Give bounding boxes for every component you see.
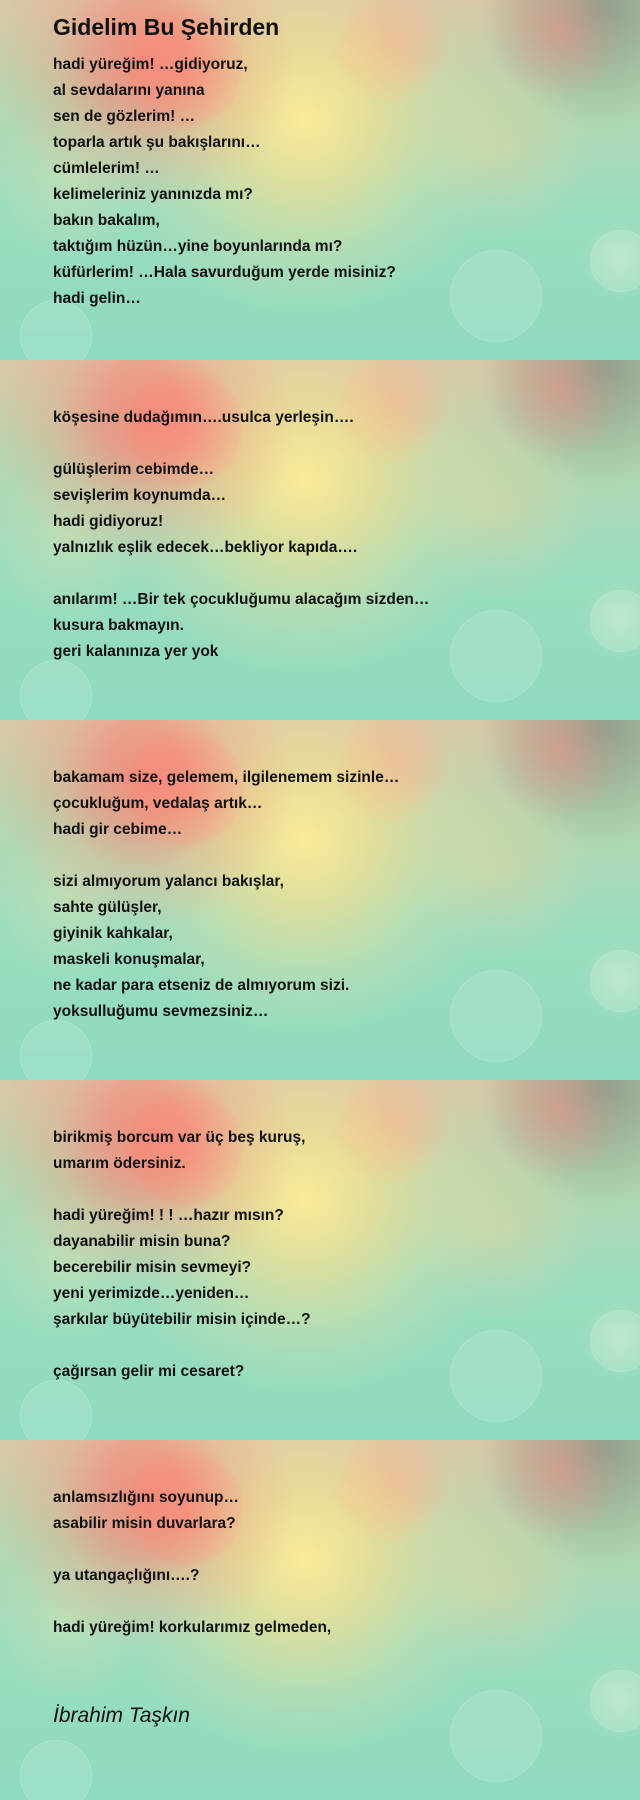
poem-panel-1 — [0, 0, 640, 360]
bokeh-decoration — [450, 250, 542, 342]
poem-stanza-2: köşesine dudağımın….usulca yerleşin…. gülüşlerim cebimde… sevişlerim koynumda… hadi gidiyoruz! yalnızlık eşlik edecek…bekliyor kapıda…. anılarım! …Bir tek çocukluğumu alacağım sizden… kusura bakmayın. geri kalanınıza yer yok — [53, 409, 430, 660]
bokeh-decoration — [590, 590, 640, 652]
poem-stanza-1: hadi yüreğim! …gidiyoruz, al sevdalarını yanına sen de gözlerim! … toparla artık şu bakışlarını… cümlelerim! … kelimeleriniz yanınızda mı? bakın bakalım, taktığım hüzün…yine boyunlarında mı? küfürlerim! …Hala savurduğum yerde misiniz? hadi gelin… — [53, 56, 396, 307]
bokeh-decoration — [450, 970, 542, 1062]
bokeh-decoration — [590, 1670, 640, 1732]
poem-stanza-4: birikmiş borcum var üç beş kuruş, umarım ödersiniz. hadi yüreğim! ! ! …hazır mısın? dayanabilir misin buna? becerebilir misin sevmeyi? yeni yerimizde…yeniden… şarkılar büyütebilir misin içinde…? çağırsan gelir mi cesaret? — [53, 1129, 311, 1380]
bokeh-decoration — [450, 610, 542, 702]
bokeh-decoration — [450, 1690, 542, 1782]
poem-panel-4 — [0, 1080, 640, 1440]
bokeh-decoration — [20, 1380, 92, 1440]
bokeh-decoration — [590, 950, 640, 1012]
bokeh-decoration — [20, 660, 92, 720]
poem-panel-2 — [0, 360, 640, 720]
poem-panel-3 — [0, 720, 640, 1080]
poem-panel-5 — [0, 1440, 640, 1800]
bokeh-decoration — [590, 1310, 640, 1372]
poem-stanza-3: bakamam size, gelemem, ilgilenemem sizinle… çocukluğum, vedalaş artık… hadi gir cebime… sizi almıyorum yalancı bakışlar, sahte gülüşler, giyinik kahkalar, maskeli konuşmalar, ne kadar para etseniz de almıyorum sizi. yoksulluğumu sevmezsiniz… — [53, 769, 400, 1020]
poem-author: İbrahim Taşkın — [53, 1704, 190, 1727]
poem-stanza-5: anlamsızlığını soyunup… asabilir misin duvarlara? ya utangaçlığını….? hadi yüreğim! korkularımız gelmeden, — [53, 1489, 332, 1636]
poem-title: Gidelim Bu Şehirden — [53, 14, 280, 40]
bokeh-decoration — [450, 1330, 542, 1422]
bokeh-decoration — [590, 230, 640, 292]
bokeh-decoration — [20, 1740, 92, 1800]
bokeh-decoration — [20, 1020, 92, 1080]
